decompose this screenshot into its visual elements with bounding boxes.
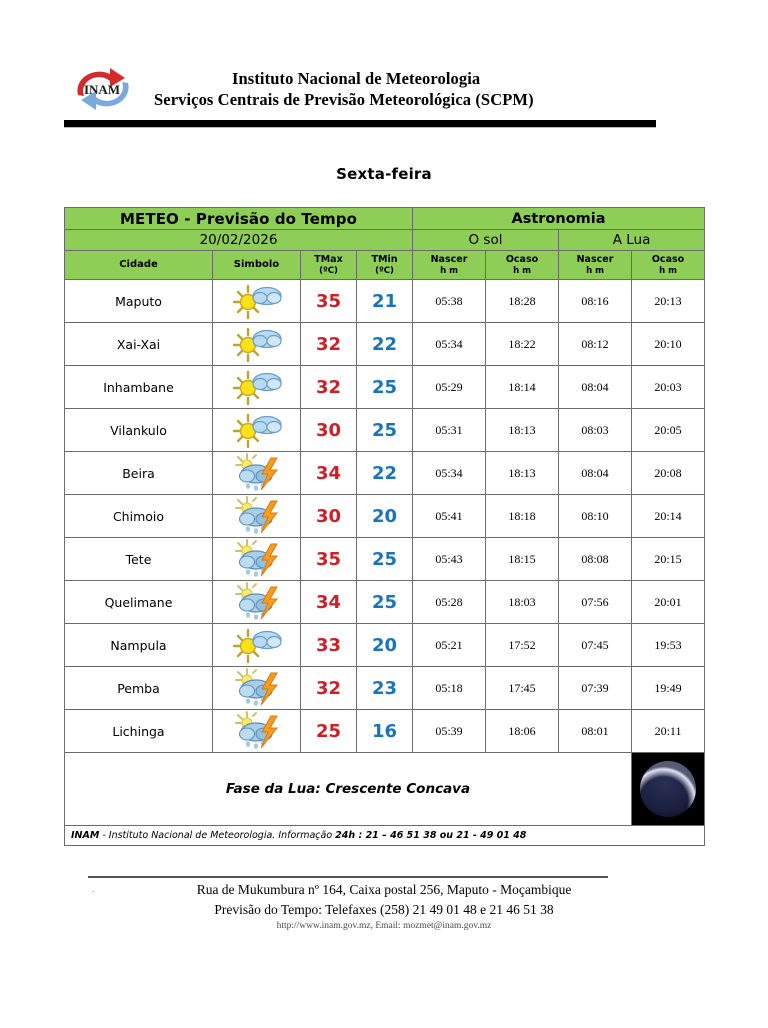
cell-tmax: 35 [301,280,357,323]
cell-sun-rise: 05:34 [413,323,486,366]
cell-moon-set: 20:13 [632,280,705,323]
tmax-label: TMax [314,253,343,265]
cell-tmax: 34 [301,452,357,495]
moon-group-header: A Lua [559,230,705,251]
cell-city: Beira [65,452,213,495]
forecast-table [64,207,705,846]
cell-moon-rise: 07:39 [559,667,632,710]
cell-sun-set: 18:13 [486,452,559,495]
cell-tmin: 16 [357,710,413,753]
cell-city: Maputo [65,280,213,323]
moon-rise-unit: h m [586,265,604,276]
cell-moon-rise: 08:04 [559,452,632,495]
forecast-rows [65,280,705,753]
sun-cloud-thunder-icon [213,581,301,624]
cell-moon-set: 20:08 [632,452,705,495]
cell-sun-set: 18:18 [486,495,559,538]
cell-sun-rise: 05:38 [413,280,486,323]
cell-moon-rise: 08:01 [559,710,632,753]
column-header-sun-set [486,251,559,280]
cell-tmax: 35 [301,538,357,581]
table-row [65,323,705,366]
cell-moon-rise: 07:56 [559,581,632,624]
sun-group-header: O sol [413,230,559,251]
meteo-title: METEO - Previsão do Tempo [65,208,413,230]
table-row [65,452,705,495]
cell-moon-rise: 08:10 [559,495,632,538]
cell-tmax: 32 [301,667,357,710]
sun-cloud-icon [213,280,301,323]
footer-rule [88,876,608,878]
cell-tmin: 25 [357,366,413,409]
cell-sun-set: 18:28 [486,280,559,323]
table-row [65,667,705,710]
sun-set-unit: h m [513,265,531,276]
cell-sun-rise: 05:43 [413,538,486,581]
tmin-label: TMin [371,253,398,265]
cell-tmin: 25 [357,538,413,581]
contact-row [65,826,705,846]
cell-tmax: 32 [301,323,357,366]
cell-moon-rise: 08:03 [559,409,632,452]
moon-phase-image-cell [632,753,705,826]
table-row [65,280,705,323]
sun-rise-label: Nascer [430,253,468,265]
cell-sun-rise: 05:41 [413,495,486,538]
cell-city: Pemba [65,667,213,710]
cell-moon-set: 19:49 [632,667,705,710]
sun-set-label: Ocaso [505,253,539,265]
sun-cloud-thunder-icon [213,710,301,753]
inam-logo-icon [64,61,142,117]
department-title: Serviços Centrais de Previsão Meteorológica (SCPM) [154,90,534,109]
crescent-moon-image [632,753,704,825]
cell-moon-set: 19:53 [632,624,705,667]
table-row [65,495,705,538]
moon-rise-label: Nascer [576,253,614,265]
contact-prefix: INAM [71,830,100,841]
cell-sun-set: 17:45 [486,667,559,710]
svg-text:INAM: INAM [83,82,121,97]
forecast-date: 20/02/2026 [65,230,413,251]
sun-cloud-icon [213,323,301,366]
cell-moon-rise: 08:04 [559,366,632,409]
moon-phase-label: Fase da Lua: Crescente Concava [65,753,632,826]
cell-tmax: 33 [301,624,357,667]
cell-sun-rise: 05:29 [413,366,486,409]
cell-moon-set: 20:01 [632,581,705,624]
cell-sun-set: 18:15 [486,538,559,581]
cell-city: Quelimane [65,581,213,624]
table-row [65,710,705,753]
cell-tmin: 20 [357,624,413,667]
cell-sun-rise: 05:18 [413,667,486,710]
cell-city: Vilankulo [65,409,213,452]
cell-moon-set: 20:10 [632,323,705,366]
cell-sun-rise: 05:39 [413,710,486,753]
sun-cloud-icon [213,366,301,409]
cell-sun-set: 18:14 [486,366,559,409]
cell-city: Lichinga [65,710,213,753]
column-header-moon-rise [559,251,632,280]
cell-moon-set: 20:15 [632,538,705,581]
sun-cloud-thunder-icon [213,667,301,710]
tmin-unit: (ºC) [375,265,394,276]
document-footer [0,880,768,931]
tmax-unit: (ºC) [319,265,338,276]
sun-cloud-icon [213,409,301,452]
cell-tmax: 34 [301,581,357,624]
moon-set-label: Ocaso [651,253,685,265]
contact-phones: 24h : 21 – 46 51 38 ou 21 - 49 01 48 [335,830,527,841]
cell-city: Tete [65,538,213,581]
table-row [65,581,705,624]
cell-sun-rise: 05:28 [413,581,486,624]
contact-mid: - Instituto Nacional de Meteorologia. Informação [99,830,336,841]
cell-city: Chimoio [65,495,213,538]
cell-moon-rise: 08:12 [559,323,632,366]
table-row [65,366,705,409]
cell-moon-set: 20:03 [632,366,705,409]
cell-tmin: 22 [357,452,413,495]
footer-address: Rua de Mukumbura nº 164, Caixa postal 256, Maputo - Moçambique [196,882,572,897]
footer-phones: Previsão do Tempo: Telefaxes (258) 21 49 01 48 e 21 46 51 38 [214,901,554,917]
sun-rise-unit: h m [440,265,458,276]
column-header-tmin [357,251,413,280]
cell-tmin: 23 [357,667,413,710]
cell-moon-set: 20:11 [632,710,705,753]
header-titles [154,68,534,111]
moon-phase-row [65,753,705,826]
cell-sun-set: 18:03 [486,581,559,624]
cell-tmin: 25 [357,409,413,452]
cell-moon-rise: 08:16 [559,280,632,323]
astronomia-title: Astronomia [413,208,705,230]
header-rule [64,120,656,128]
table-row [65,624,705,667]
cell-tmax: 30 [301,495,357,538]
cell-sun-set: 18:13 [486,409,559,452]
contact-line [65,826,705,846]
column-header-sun-rise [413,251,486,280]
cell-sun-set: 18:22 [486,323,559,366]
cell-sun-rise: 05:31 [413,409,486,452]
sun-cloud-thunder-icon [213,452,301,495]
cell-sun-set: 18:06 [486,710,559,753]
cell-sun-rise: 05:34 [413,452,486,495]
footer-mark: . [92,884,95,894]
cell-tmin: 22 [357,323,413,366]
document-header [64,58,704,120]
cell-sun-rise: 05:21 [413,624,486,667]
cell-moon-rise: 07:45 [559,624,632,667]
cell-city: Nampula [65,624,213,667]
cell-city: Xai-Xai [65,323,213,366]
footer-web: http://www.inam.gov.mz, Email: mozmet@inam.gov.mz [276,921,492,932]
table-row [65,409,705,452]
table-row [65,538,705,581]
cell-moon-set: 20:05 [632,409,705,452]
cell-tmax: 25 [301,710,357,753]
sun-cloud-icon [213,624,301,667]
column-header-tmax [301,251,357,280]
cell-tmax: 32 [301,366,357,409]
cell-tmin: 25 [357,581,413,624]
cell-moon-set: 20:14 [632,495,705,538]
cell-tmax: 30 [301,409,357,452]
institute-title: Instituto Nacional de Meteorologia [232,68,481,88]
weekday-title: Sexta-feira [336,165,432,183]
column-header-symbol: Simbolo [213,251,301,280]
cell-moon-rise: 08:08 [559,538,632,581]
cell-tmin: 20 [357,495,413,538]
column-header-city: Cidade [65,251,213,280]
sun-cloud-thunder-icon [213,495,301,538]
cell-city: Inhambane [65,366,213,409]
column-header-moon-set [632,251,705,280]
cell-tmin: 21 [357,280,413,323]
sun-cloud-thunder-icon [213,538,301,581]
cell-sun-set: 17:52 [486,624,559,667]
moon-set-unit: h m [659,265,677,276]
